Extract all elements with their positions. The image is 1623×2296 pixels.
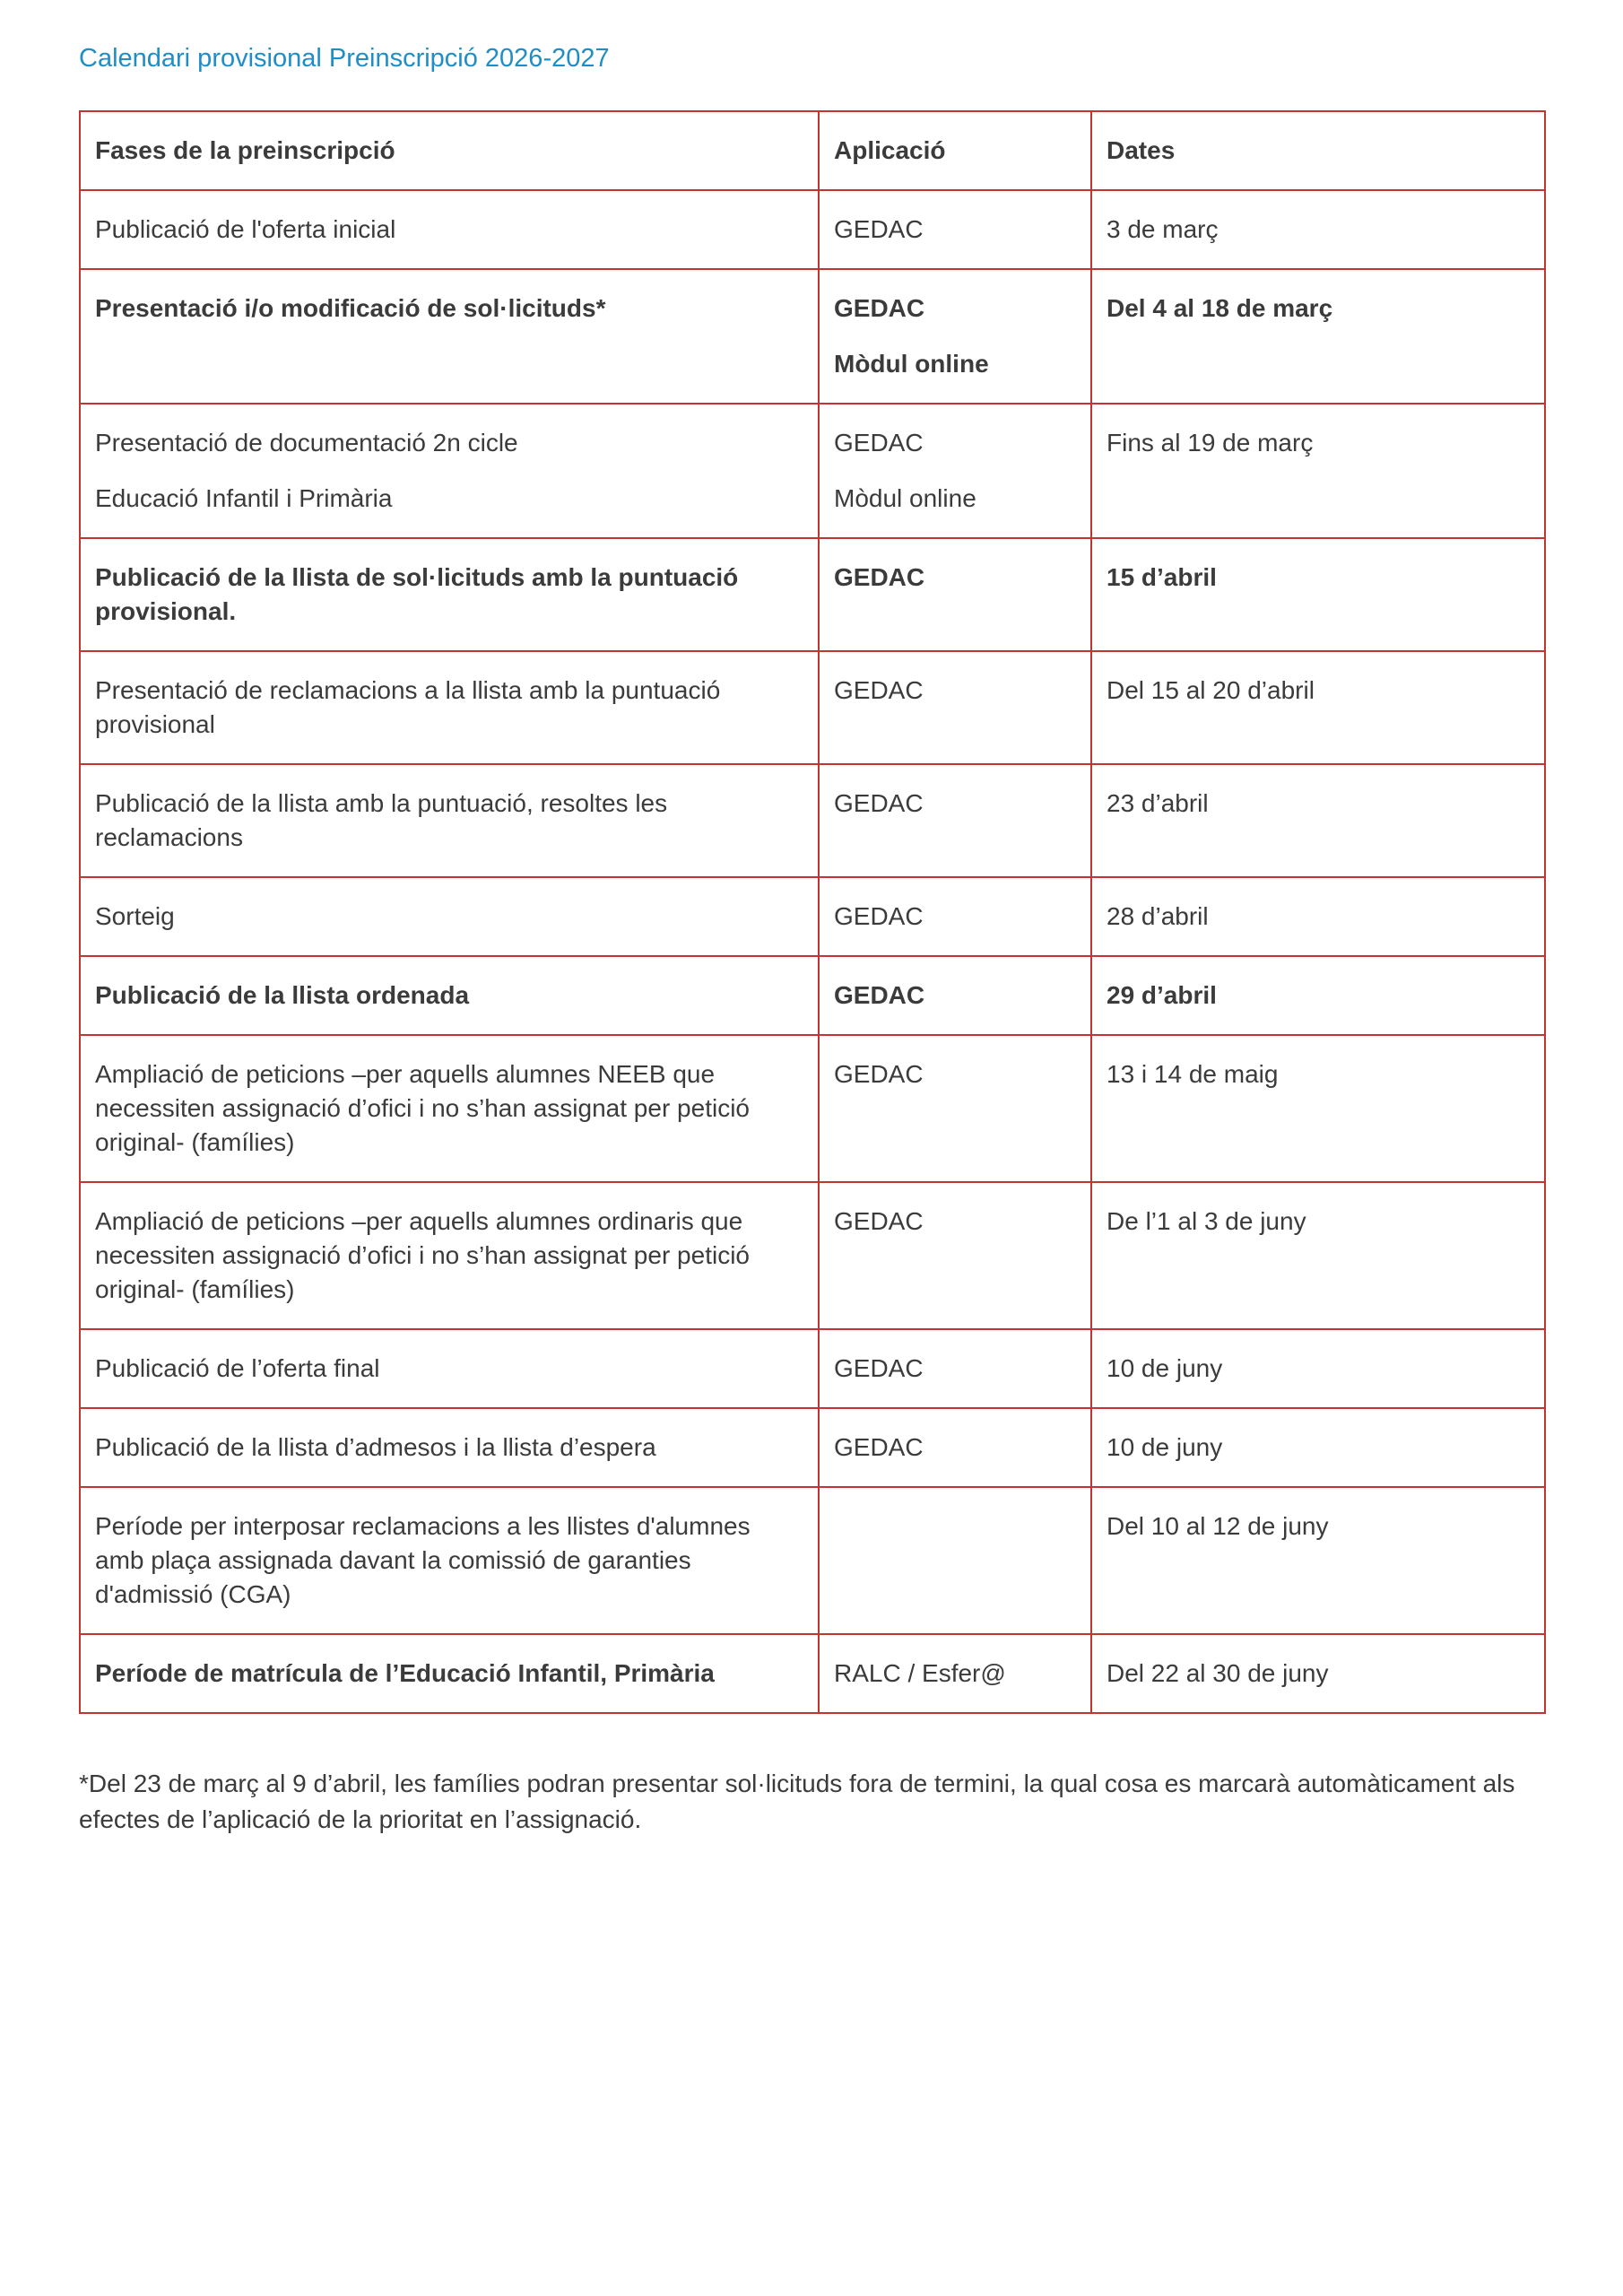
table-cell (80, 538, 819, 651)
cell-text: Educació Infantil i Primària (95, 483, 393, 512)
table-cell (80, 764, 819, 877)
cell-text: GEDAC (834, 675, 924, 704)
header-cell: Dates (1091, 111, 1545, 190)
cell-text: Fins al 19 de març (1107, 428, 1314, 457)
cell-text: 29 d’abril (1107, 980, 1217, 1009)
table-cell (819, 651, 1091, 764)
header-cell: Aplicació (819, 111, 1091, 190)
table-cell (80, 1182, 819, 1329)
cell-text: GEDAC (834, 562, 925, 591)
cell-text: Publicació de la llista d’admesos i la llista d’espera (95, 1432, 656, 1461)
cell-text: GEDAC (834, 980, 925, 1009)
cell-text: 10 de juny (1107, 1353, 1223, 1382)
table-cell (80, 1634, 819, 1713)
table-cell (819, 190, 1091, 269)
table-cell (1091, 764, 1545, 877)
cell-text: 3 de març (1107, 214, 1219, 243)
table-cell (1091, 269, 1545, 404)
table-cell (80, 1329, 819, 1408)
table-cell (819, 1634, 1091, 1713)
table-cell (819, 764, 1091, 877)
table-cell (819, 956, 1091, 1035)
table-row (80, 1408, 1545, 1487)
cell-text: 15 d’abril (1107, 562, 1217, 591)
table-cell (819, 1329, 1091, 1408)
cell-text: GEDAC (834, 428, 924, 457)
cell-text: Presentació de documentació 2n cicle (95, 428, 518, 457)
table-cell (819, 404, 1091, 538)
table-cell (1091, 538, 1545, 651)
table-cell (80, 1035, 819, 1182)
cell-text: Del 4 al 18 de març (1107, 293, 1333, 322)
table-row (80, 956, 1545, 1035)
cell-text: Publicació de la llista ordenada (95, 980, 470, 1009)
table-cell (80, 1408, 819, 1487)
table-header-row (80, 111, 1545, 190)
table-cell (80, 956, 819, 1035)
cell-text: Presentació i/o modificació de sol·licituds* (95, 293, 606, 322)
cell-text: 23 d’abril (1107, 788, 1209, 817)
cell-text: Mòdul online (834, 349, 989, 378)
table-cell (80, 877, 819, 956)
cell-text: Sorteig (95, 901, 175, 930)
table-cell (80, 651, 819, 764)
table-row (80, 1487, 1545, 1634)
table-cell (819, 269, 1091, 404)
table-cell (1091, 877, 1545, 956)
table-cell (80, 269, 819, 404)
table-row (80, 269, 1545, 404)
table-row (80, 538, 1545, 651)
table-cell (819, 877, 1091, 956)
table-row (80, 1182, 1545, 1329)
cell-text: De l’1 al 3 de juny (1107, 1206, 1306, 1235)
table-row (80, 1329, 1545, 1408)
table-cell (1091, 1182, 1545, 1329)
table-cell (1091, 956, 1545, 1035)
table-cell (80, 404, 819, 538)
table-cell (80, 190, 819, 269)
cell-text: Del 10 al 12 de juny (1107, 1511, 1329, 1540)
cell-text: GEDAC (834, 1206, 924, 1235)
table-row (80, 877, 1545, 956)
table-cell (819, 1035, 1091, 1182)
table-cell (819, 1182, 1091, 1329)
cell-text: Ampliació de peticions –per aquells alumnes NEEB que necessiten assignació d’ofici i no s’han assignat per petició original- (famílies) (95, 1059, 750, 1156)
cell-text: Publicació de la llista amb la puntuació, resoltes les reclamacions (95, 788, 668, 851)
cell-text: RALC / Esfer@ (834, 1658, 1006, 1687)
cell-text: Període de matrícula de l’Educació Infantil, Primària (95, 1658, 715, 1687)
cell-text: GEDAC (834, 901, 924, 930)
cell-text: 10 de juny (1107, 1432, 1223, 1461)
cell-text: Publicació de la llista de sol·licituds amb la puntuació provisional. (95, 562, 739, 625)
table-cell (819, 538, 1091, 651)
table-cell (1091, 651, 1545, 764)
table-cell (819, 1487, 1091, 1634)
table-cell (1091, 1329, 1545, 1408)
table-row (80, 1634, 1545, 1713)
table-row (80, 764, 1545, 877)
cell-text: 13 i 14 de maig (1107, 1059, 1279, 1088)
table-row (80, 1035, 1545, 1182)
table-cell (1091, 1634, 1545, 1713)
cell-text: GEDAC (834, 214, 924, 243)
page-title: Calendari provisional Preinscripció 2026-2027 (79, 44, 610, 73)
preinscripcio-calendar-table (79, 110, 1546, 1714)
cell-text: Publicació de l’oferta final (95, 1353, 380, 1382)
table-cell (1091, 190, 1545, 269)
header-cell: Fases de la preinscripció (80, 111, 819, 190)
table-cell (80, 1487, 819, 1634)
cell-text: Presentació de reclamacions a la llista amb la puntuació provisional (95, 675, 721, 738)
cell-text: GEDAC (834, 788, 924, 817)
cell-text: GEDAC (834, 293, 925, 322)
table-cell (819, 1408, 1091, 1487)
cell-text: Del 22 al 30 de juny (1107, 1658, 1329, 1687)
table-cell (1091, 1035, 1545, 1182)
table-cell (1091, 1487, 1545, 1634)
table-row (80, 651, 1545, 764)
table-row (80, 190, 1545, 269)
table-cell (1091, 404, 1545, 538)
cell-text: Mòdul online (834, 483, 976, 512)
table-row (80, 404, 1545, 538)
cell-text: GEDAC (834, 1432, 924, 1461)
cell-text: GEDAC (834, 1059, 924, 1088)
cell-text: Ampliació de peticions –per aquells alumnes ordinaris que necessiten assignació d’ofici i no s’han assignat per petició original- (famílies) (95, 1206, 750, 1303)
cell-text: Publicació de l'oferta inicial (95, 214, 396, 243)
cell-text: Del 15 al 20 d’abril (1107, 675, 1315, 704)
table-cell (1091, 1408, 1545, 1487)
footnote: *Del 23 de març al 9 d’abril, les famílies podran presentar sol·licituds fora de termini, la qual cosa es marcarà automàticament als efectes de l’aplicació de la prioritat en l’assignació. (79, 1769, 1515, 1833)
cell-text: 28 d’abril (1107, 901, 1209, 930)
cell-text: GEDAC (834, 1353, 924, 1382)
table-body (80, 190, 1545, 1713)
cell-text: Període per interposar reclamacions a les llistes d'alumnes amb plaça assignada davant la comissió de garanties d'admissió (CGA) (95, 1511, 751, 1608)
